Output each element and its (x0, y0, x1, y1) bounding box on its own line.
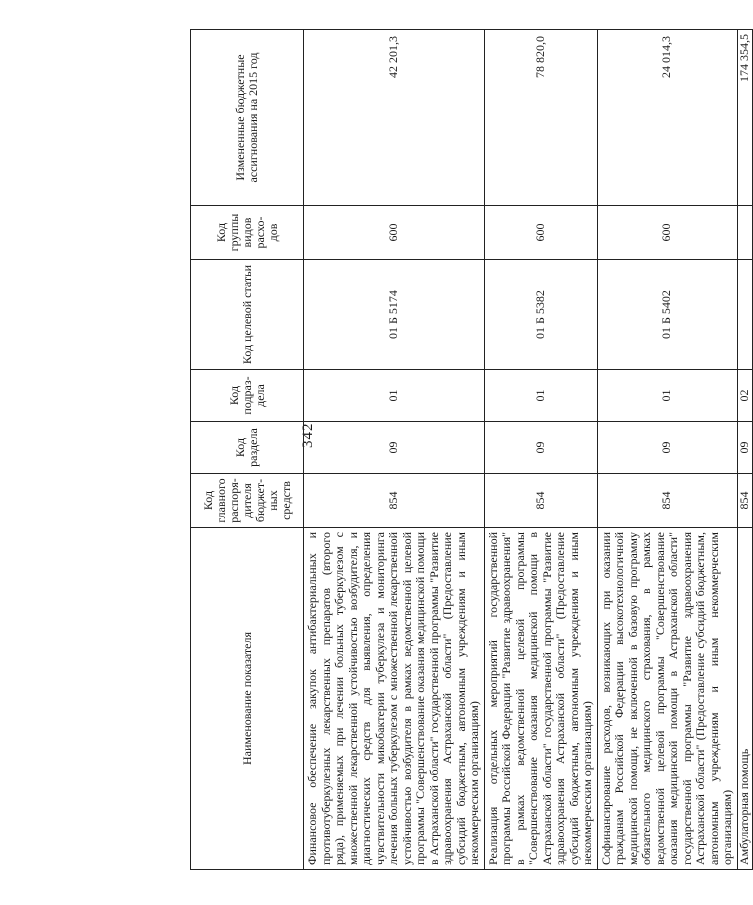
table-row (304, 30, 485, 870)
table-row (597, 30, 737, 870)
header-amount: Измененные бюджетные ассигнования на 2015 год (191, 30, 304, 206)
cell-name: Финансовое обеспечение закупок антибактериальных и противотуберкулезных лекарственных препаратов (второго ряда), применяемых при лечении больных туберкулезом с множественной лекарственной устойчивостью возбудителя, и диагностических средств для выявления, определения чувствительности микобактерии туберкулеза и мониторинга лечения больных туберкулезом с множественной лекарственной устойчивостью возбудителя в рамках ведомственной целевой программы "Совершенствование оказания медицинской помощи в Астраханской области" государственной программы "Развитие здравоохранения Астраханской области" (Предоставление субсидий бюджетным, автономным учреждениям и иным некоммерческим организациям) (304, 528, 485, 870)
cell-expense-type-code (737, 206, 752, 260)
page-number: 342 (300, 422, 316, 448)
cell-admin-code: 854 (484, 474, 597, 528)
cell-subsection-code: 01 (484, 370, 597, 422)
cell-expense-type-code: 600 (304, 206, 485, 260)
cell-expense-type-code: 600 (484, 206, 597, 260)
header-target-code: Код целевой статьи (191, 260, 304, 370)
cell-subsection-code: 02 (737, 370, 752, 422)
cell-name: Реализация отдельных мероприятий государственной программы Российской Федерации "Развитие здравоохранения" в рамках ведомственной целевой программы "Совершенствование оказания медицинской помощи в Астраханской области" государственной программы "Развитие здравоохранения Астраханской области" (Предоставление субсидий бюджетным, автономным учреждениям и иным некоммерческим организациям) (484, 528, 597, 870)
header-expense-type-code: Код группы видов расхо-дов (191, 206, 304, 260)
cell-subsection-code: 01 (304, 370, 485, 422)
cell-target-code (737, 260, 752, 370)
cell-target-code: 01 Б 5174 (304, 260, 485, 370)
header-admin-code: Код главного распоря-дителя бюджет-ных средств (191, 474, 304, 528)
table-row (737, 30, 752, 870)
cell-amount: 42 201,3 (304, 30, 485, 206)
cell-amount: 174 354,5 (737, 30, 752, 206)
cell-amount: 78 820,0 (484, 30, 597, 206)
cell-name: Софинансирование расходов, возникающих при оказании гражданам Российской Федерации высокотехнологичной медицинской помощи, не включенной в базовую программу обязательного медицинского страхования, в рамках ведомственной целевой программы "Совершенствование оказания медицинской помощи в Астраханской области" государственной программы "Развитие здравоохранения Астраханской области" (Предоставление субсидий бюджетным, автономным учреждениям и иным некоммерческим организациям) (597, 528, 737, 870)
header-subsection-code: Код подраз-дела (191, 370, 304, 422)
table-header-row (191, 30, 304, 870)
cell-target-code: 01 Б 5402 (597, 260, 737, 370)
cell-admin-code: 854 (737, 474, 752, 528)
cell-name: Амбулаторная помощь (737, 528, 752, 870)
cell-target-code: 01 Б 5382 (484, 260, 597, 370)
cell-amount: 24 014,3 (597, 30, 737, 206)
table-row (484, 30, 597, 870)
cell-section-code: 09 (737, 422, 752, 474)
cell-section-code: 09 (597, 422, 737, 474)
budget-table-rotated (190, 30, 751, 870)
header-name: Наименование показателя (191, 528, 304, 870)
cell-expense-type-code: 600 (597, 206, 737, 260)
header-section-code: Код раздела (191, 422, 304, 474)
cell-admin-code: 854 (597, 474, 737, 528)
cell-subsection-code: 01 (597, 370, 737, 422)
cell-section-code: 09 (304, 422, 485, 474)
budget-table (190, 29, 753, 870)
cell-section-code: 09 (484, 422, 597, 474)
cell-admin-code: 854 (304, 474, 485, 528)
